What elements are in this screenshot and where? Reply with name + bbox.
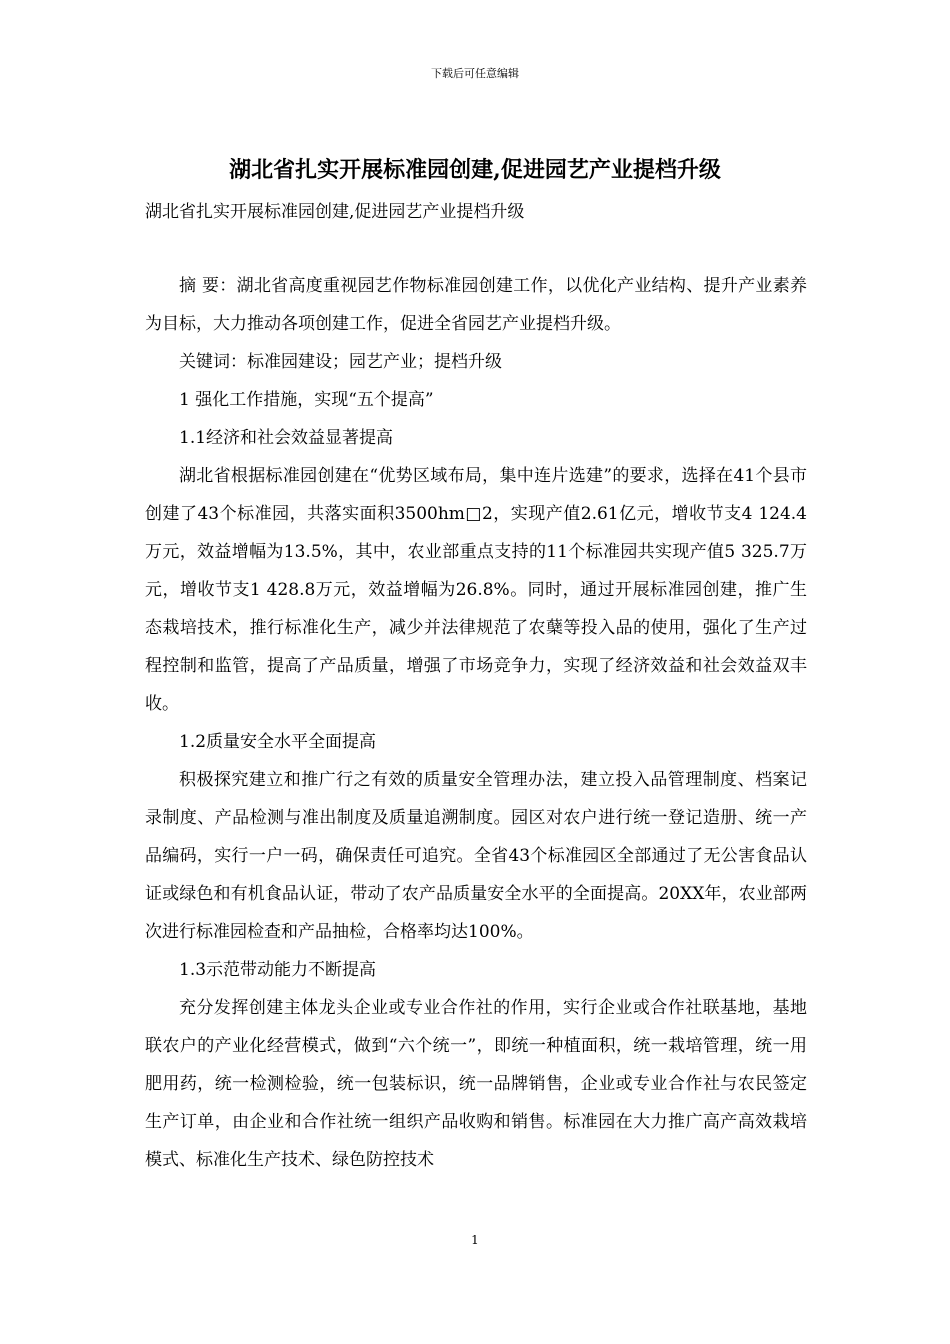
- abstract-paragraph: 摘 要：湖北省高度重视园艺作物标准园创建工作，以优化产业结构、提升产业素养为目标，大力推动各项创建工作，促进全省园艺产业提档升级。: [145, 276, 807, 334]
- header-note: 下载后可任意编辑: [431, 67, 519, 80]
- section-1-heading: 1 强化工作措施，实现“五个提高”: [179, 390, 434, 410]
- section-1-2-heading: 1.2质量安全水平全面提高: [179, 732, 377, 752]
- page-number: 1: [471, 1233, 479, 1247]
- section-1-3-paragraph: 充分发挥创建主体龙头企业或专业合作社的作用，实行企业或合作社联基地，基地联农户的产业化经营模式，做到“六个统一”，即统一种植面积，统一栽培管理，统一用肥用药，统一检测检验，统一包装标识，统一品牌销售，企业或专业合作社与农民签定生产订单，由企业和合作社统一组织产品收购和销售。标准园在大力推广高产高效栽培模式、标准化生产技术、绿色防控技术: [145, 998, 807, 1170]
- keywords-line: 关键词：标准园建设；园艺产业；提档升级: [179, 352, 502, 372]
- document-title: 湖北省扎实开展标准园创建,促进园艺产业提档升级: [229, 157, 721, 183]
- document-body: [145, 267, 807, 1179]
- document-subtitle: 湖北省扎实开展标准园创建,促进园艺产业提档升级: [145, 202, 525, 222]
- section-1-3-heading: 1.3示范带动能力不断提高: [179, 960, 377, 980]
- section-1-1-paragraph: 湖北省根据标准园创建在“优势区域布局，集中连片选建”的要求，选择在41个县市创建了43个标准园，共落实面积3500hm□2，实现产值2.61亿元，增收节支4 124.4万元，效益增幅为13.5%，其中，农业部重点支持的11个标准园共实现产值5 325.7万元，增收节支1 428.8万元，效益增幅为26.8%。同时，通过开展标准园创建，推广生态栽培技术，推行标准化生产，减少并法律规范了农蘖等投入品的使用，强化了生产过程控制和监管，提高了产品质量，增强了市场竞争力，实现了经济效益和社会效益双丰收。: [145, 466, 807, 714]
- section-1-2-paragraph: 积极探究建立和推广行之有效的质量安全管理办法，建立投入品管理制度、档案记录制度、产品检测与准出制度及质量追溯制度。园区对农户进行统一登记造册、统一产品编码，实行一户一码，确保责任可追究。全省43个标准园区全部通过了无公害食品认证或绿色和有机食品认证，带动了农产品质量安全水平的全面提高。20XX年，农业部两次进行标准园检查和产品抽检，合格率均达100%。: [145, 770, 807, 942]
- section-1-1-heading: 1.1经济和社会效益显著提高: [179, 428, 394, 448]
